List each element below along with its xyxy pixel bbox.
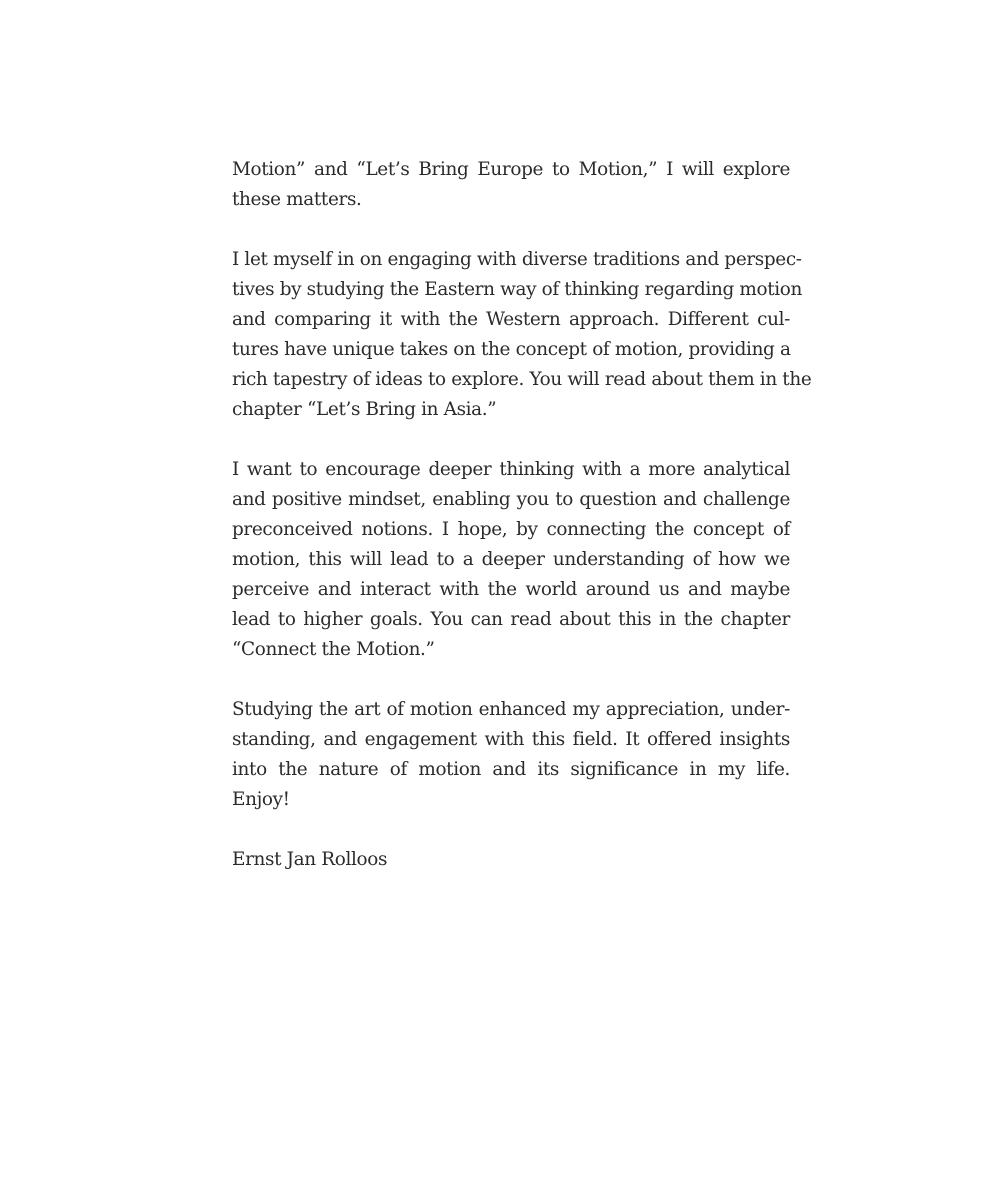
text-line: Studying the art of motion enhanced my appreciation, under- <box>232 699 790 720</box>
paragraph-closing <box>232 695 790 815</box>
text-line: these matters. <box>232 189 362 210</box>
text-line: “Connect the Motion.” <box>232 639 435 660</box>
text-line: chapter “Let’s Bring in Asia.” <box>232 399 497 420</box>
text-line: into the nature of motion and its significance in my life. <box>232 759 790 780</box>
author-name: Ernst Jan Rolloos <box>232 849 388 870</box>
text-line: Enjoy! <box>232 789 290 810</box>
text-line: Motion” and “Let’s Bring Europe to Motion,” I will explore <box>232 159 790 180</box>
paragraph-deeper-thinking <box>232 455 790 665</box>
text-line: lead to higher goals. You can read about this in the chapter <box>232 609 790 630</box>
text-line: tives by studying the Eastern way of thinking regarding motion <box>232 279 802 300</box>
text-line: I let myself in on engaging with diverse traditions and perspec- <box>232 249 802 270</box>
text-line: standing, and engagement with this field. It offered insights <box>232 729 790 750</box>
book-page <box>232 155 812 875</box>
paragraph-intro-continuation <box>232 155 790 215</box>
author-signature <box>232 845 790 875</box>
text-line: rich tapestry of ideas to explore. You will read about them in the <box>232 369 812 390</box>
text-line: tures have unique takes on the concept of motion, providing a <box>232 339 791 360</box>
paragraph-eastern-western <box>232 245 812 425</box>
text-line: I want to encourage deeper thinking with a more analytical <box>232 459 790 480</box>
text-line: and positive mindset, enabling you to question and challenge <box>232 489 790 510</box>
text-line: perceive and interact with the world around us and maybe <box>232 579 790 600</box>
text-line: motion, this will lead to a deeper understanding of how we <box>232 549 790 570</box>
text-line: preconceived notions. I hope, by connecting the concept of <box>232 519 790 540</box>
text-line: and comparing it with the Western approach. Different cul- <box>232 309 790 330</box>
